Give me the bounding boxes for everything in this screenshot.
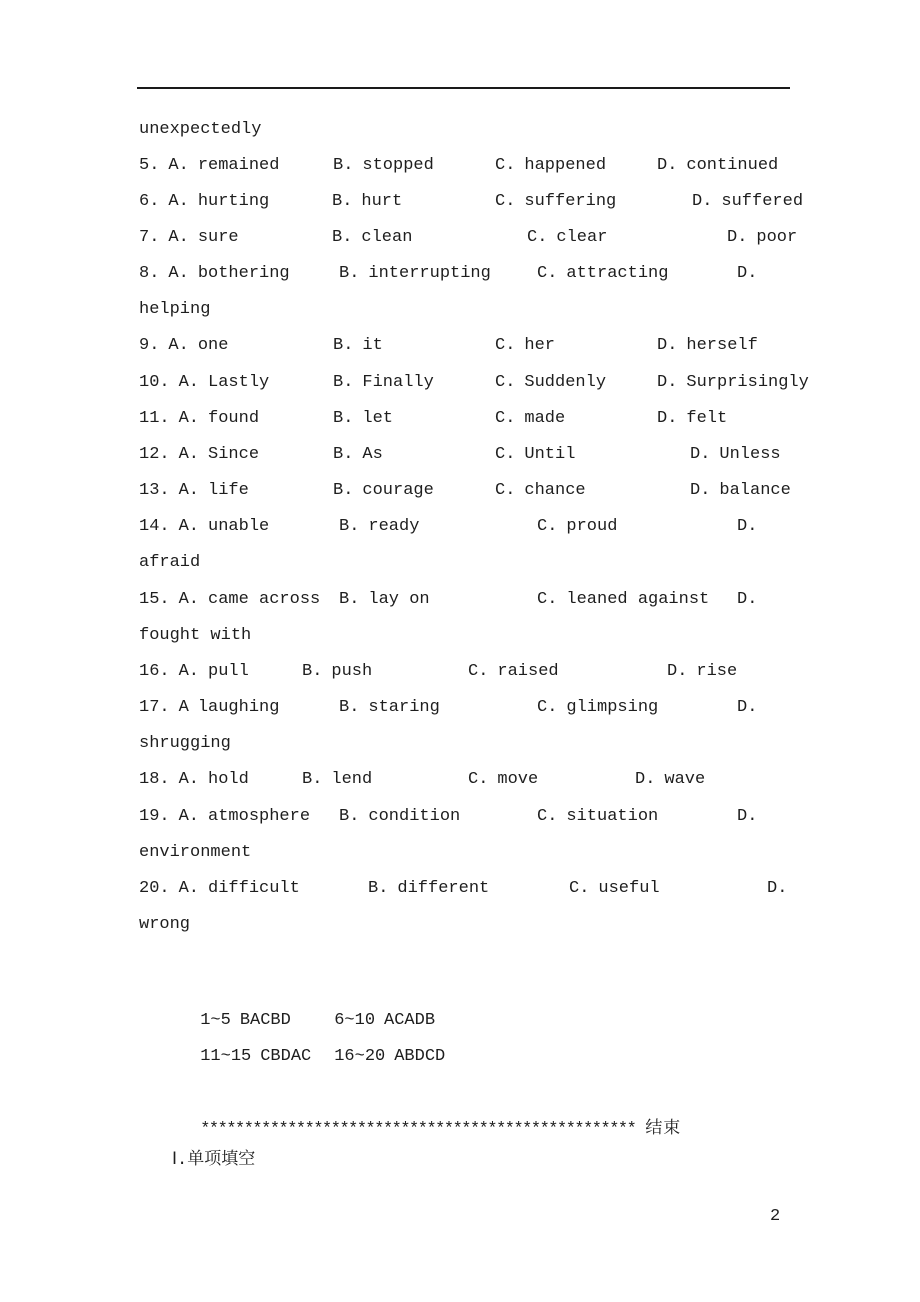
question-number: 5. [139, 156, 160, 175]
option-label: B. [333, 156, 354, 175]
question-cell-d [737, 588, 766, 612]
option-label: B. [332, 192, 353, 211]
question-cell-d [727, 226, 797, 250]
option-text: poor [756, 228, 798, 247]
option-text: proud [566, 517, 618, 536]
question-number: 8. [139, 264, 160, 283]
continuation-cell [139, 624, 251, 648]
option-text: herself [686, 336, 758, 355]
option-text: hurt [361, 192, 403, 211]
question-cell-a [139, 334, 228, 358]
question-cell-d [635, 768, 705, 792]
question-cell-b [333, 371, 434, 395]
option-text: Unless [719, 445, 781, 464]
option-label: C. [537, 517, 558, 536]
option-text: different [397, 879, 490, 898]
option-text: pull [208, 662, 249, 681]
question-cell-a [139, 371, 269, 395]
option-text: lay on [368, 590, 430, 609]
option-label: D. [657, 336, 678, 355]
option-text: suffered [721, 192, 804, 211]
option-text: her [524, 336, 556, 355]
answer-range: 16~20 [334, 1047, 386, 1066]
question-number: 10. [139, 373, 170, 392]
option-text: interrupting [368, 264, 491, 283]
option-text: wave [664, 770, 706, 789]
question-cell-c [495, 371, 606, 395]
option-label: B. [332, 228, 353, 247]
option-label: C. [468, 662, 489, 681]
continuation-text: shrugging [139, 734, 231, 753]
option-label: C. [495, 481, 516, 500]
question-cell-a [139, 805, 310, 829]
option-label: B. [333, 409, 354, 428]
option-label: A. [178, 481, 200, 500]
question-number: 14. [139, 517, 170, 536]
option-label: A [178, 698, 189, 717]
question-row [0, 588, 920, 612]
option-label: A. [178, 662, 200, 681]
question-cell-d [767, 877, 796, 901]
option-text: situation [566, 807, 659, 826]
option-label: B. [339, 517, 360, 536]
option-label: B. [302, 770, 323, 789]
option-text: move [497, 770, 539, 789]
option-text: useful [598, 879, 660, 898]
text-fragment: unexpectedly [139, 120, 262, 139]
option-label: B. [333, 336, 354, 355]
option-text: attracting [566, 264, 669, 283]
option-label: C. [569, 879, 590, 898]
option-label: D. [635, 770, 656, 789]
question-row [0, 443, 920, 467]
option-label: D. [727, 228, 748, 247]
question-cell-d [737, 805, 766, 829]
option-continuation-row [0, 551, 920, 575]
option-label: A. [178, 770, 200, 789]
question-cell-d [692, 190, 803, 214]
question-cell-d [657, 334, 758, 358]
text-fragment-line [0, 118, 920, 142]
option-text: clean [361, 228, 413, 247]
question-cell-c [537, 588, 709, 612]
question-cell-b [302, 768, 372, 792]
option-continuation-row [0, 298, 920, 322]
question-cell-a [139, 407, 259, 431]
option-continuation-row [0, 913, 920, 937]
question-cell-c [495, 334, 555, 358]
question-cell-b [333, 154, 434, 178]
end-divider-line [0, 1094, 920, 1139]
option-text: glimpsing [566, 698, 659, 717]
page-number-line [0, 1205, 920, 1229]
option-label: D. [657, 409, 678, 428]
question-number: 6. [139, 192, 160, 211]
option-text: it [362, 336, 383, 355]
answer-letters: ABDCD [394, 1047, 446, 1066]
question-cell-d [657, 154, 778, 178]
option-label: D. [690, 481, 711, 500]
continuation-cell [139, 732, 231, 756]
option-label: A. [168, 264, 189, 283]
question-cell-a [139, 768, 249, 792]
section-heading-line [0, 1149, 920, 1173]
option-text: remained [197, 156, 280, 175]
question-row [0, 696, 920, 720]
option-label: C. [468, 770, 489, 789]
option-text: hold [208, 770, 249, 789]
option-label: B. [339, 264, 360, 283]
question-cell-a [139, 696, 279, 720]
option-text: staring [368, 698, 440, 717]
option-label: D. [737, 264, 758, 283]
question-cell-a [139, 877, 300, 901]
question-number: 13. [139, 481, 170, 500]
continuation-cell [139, 841, 251, 865]
continuation-text: fought with [139, 626, 252, 645]
question-number: 12. [139, 445, 170, 464]
continuation-cell [139, 298, 210, 322]
answer-range: 11~15 [200, 1047, 252, 1066]
option-label: D. [690, 445, 711, 464]
option-label: D. [737, 698, 758, 717]
option-text: Until [524, 445, 576, 464]
question-cell-a [139, 479, 249, 503]
option-label: A. [178, 879, 200, 898]
option-label: C. [537, 264, 558, 283]
option-label: B. [302, 662, 323, 681]
question-cell-c [569, 877, 660, 901]
option-label: C. [495, 373, 516, 392]
option-text: hurting [197, 192, 270, 211]
question-number: 11. [139, 409, 170, 428]
question-cell-a [139, 190, 269, 214]
option-text: one [197, 336, 229, 355]
option-label: B. [339, 698, 360, 717]
option-text: chance [524, 481, 586, 500]
question-row [0, 371, 920, 395]
question-cell-a [139, 226, 239, 250]
option-label: D. [657, 156, 678, 175]
question-row [0, 334, 920, 358]
question-cell-d [657, 371, 809, 395]
option-text: Finally [362, 373, 434, 392]
option-text: push [331, 662, 373, 681]
option-text: ready [368, 517, 420, 536]
answer-letters: BACBD [239, 1011, 291, 1030]
page-number: 2 [770, 1207, 781, 1226]
section-heading: Ⅰ.单项填空 [172, 1151, 256, 1170]
option-text: sure [197, 228, 239, 247]
question-number: 17. [139, 698, 170, 717]
question-cell-b [368, 877, 489, 901]
question-cell-c [495, 443, 575, 467]
option-label: A. [178, 517, 200, 536]
option-text: lend [331, 770, 373, 789]
question-row [0, 190, 920, 214]
question-cell-a [139, 262, 290, 286]
question-cell-c [495, 479, 586, 503]
question-cell-d [737, 696, 766, 720]
question-row [0, 877, 920, 901]
option-text: Lastly [208, 373, 270, 392]
option-text: balance [719, 481, 791, 500]
option-text: continued [686, 156, 779, 175]
option-label: A. [178, 409, 200, 428]
continuation-cell [139, 551, 200, 575]
option-text: bothering [197, 264, 290, 283]
question-cell-c [495, 407, 565, 431]
question-cell-c [537, 805, 658, 829]
option-text: atmosphere [208, 807, 311, 826]
question-row [0, 262, 920, 286]
question-cell-b [302, 660, 372, 684]
option-label: A. [168, 228, 189, 247]
option-text: unable [208, 517, 270, 536]
option-label: A. [168, 156, 189, 175]
option-text: happened [524, 156, 607, 175]
option-label: D. [767, 879, 788, 898]
question-row [0, 154, 920, 178]
option-continuation-row [0, 732, 920, 756]
option-label: B. [368, 879, 389, 898]
option-text: condition [368, 807, 461, 826]
question-row [0, 479, 920, 503]
question-number: 20. [139, 879, 170, 898]
option-label: C. [495, 445, 516, 464]
question-cell-a [139, 660, 249, 684]
option-text: life [208, 481, 249, 500]
option-label: C. [527, 228, 548, 247]
option-continuation-row [0, 841, 920, 865]
option-label: B. [339, 807, 360, 826]
option-text: clear [556, 228, 608, 247]
question-cell-d [657, 407, 727, 431]
option-text: found [208, 409, 260, 428]
option-text: courage [362, 481, 434, 500]
option-label: C. [537, 698, 558, 717]
question-cell-b [339, 262, 491, 286]
option-text: came across [208, 590, 321, 609]
end-label: 结束 [645, 1120, 682, 1139]
question-number: 16. [139, 662, 170, 681]
question-cell-b [333, 407, 393, 431]
option-label: D. [737, 517, 758, 536]
option-label: C. [495, 192, 516, 211]
option-label: D. [692, 192, 713, 211]
option-label: C. [495, 156, 516, 175]
continuation-text: environment [139, 843, 252, 862]
option-text: let [362, 409, 394, 428]
answer-letters: ACADB [384, 1011, 436, 1030]
question-cell-a [139, 443, 259, 467]
option-label: D. [667, 662, 688, 681]
option-text: As [362, 445, 383, 464]
option-text: Since [208, 445, 260, 464]
option-label: B. [333, 481, 354, 500]
option-text: made [524, 409, 566, 428]
question-cell-a [139, 588, 320, 612]
option-label: D. [737, 807, 758, 826]
answer-range: 6~10 [334, 1011, 376, 1030]
option-text: difficult [208, 879, 300, 898]
option-text: Suddenly [524, 373, 607, 392]
option-label: C. [495, 336, 516, 355]
question-cell-d [667, 660, 737, 684]
question-number: 18. [139, 770, 170, 789]
question-cell-b [339, 805, 460, 829]
question-row [0, 407, 920, 431]
question-cell-a [139, 154, 279, 178]
question-cell-c [468, 660, 559, 684]
question-number: 7. [139, 228, 160, 247]
question-cell-b [332, 226, 412, 250]
continuation-text: helping [139, 300, 211, 319]
option-label: A. [178, 445, 200, 464]
option-text: laughing [197, 698, 280, 717]
continuation-text: afraid [139, 553, 201, 572]
question-cell-c [537, 696, 658, 720]
option-text: stopped [362, 156, 434, 175]
option-label: B. [333, 445, 354, 464]
question-cell-d [737, 262, 766, 286]
question-cell-c [495, 190, 616, 214]
question-cell-c [537, 262, 668, 286]
question-cell-c [537, 515, 617, 539]
question-cell-b [339, 515, 419, 539]
continuation-text: wrong [139, 915, 191, 934]
asterisk-divider: ************************************************** [200, 1120, 636, 1139]
question-cell-d [690, 479, 791, 503]
option-label: A. [178, 590, 200, 609]
question-row [0, 515, 920, 539]
option-label: B. [333, 373, 354, 392]
answer-key-line [0, 985, 920, 1030]
question-number: 9. [139, 336, 160, 355]
answer-range: 1~5 [200, 1011, 231, 1030]
option-text: leaned against [566, 590, 710, 609]
option-text: raised [497, 662, 559, 681]
option-label: D. [657, 373, 678, 392]
question-cell-b [339, 696, 440, 720]
answer-key-group [273, 1021, 445, 1093]
question-cell-c [527, 226, 607, 250]
question-cell-b [332, 190, 402, 214]
option-label: A. [178, 807, 200, 826]
question-cell-b [333, 443, 383, 467]
answer-key-line [0, 1021, 920, 1066]
question-number: 15. [139, 590, 170, 609]
option-label: C. [495, 409, 516, 428]
option-label: A. [178, 373, 200, 392]
question-cell-d [690, 443, 781, 467]
question-row [0, 226, 920, 250]
question-row [0, 768, 920, 792]
option-label: D. [737, 590, 758, 609]
question-cell-b [333, 334, 383, 358]
option-text: Surprisingly [686, 373, 809, 392]
question-cell-c [495, 154, 606, 178]
option-label: C. [537, 807, 558, 826]
question-cell-b [339, 588, 430, 612]
horizontal-rule [137, 87, 790, 89]
continuation-cell [139, 913, 190, 937]
option-text: felt [686, 409, 728, 428]
option-label: A. [168, 192, 189, 211]
question-number: 19. [139, 807, 170, 826]
option-label: A. [168, 336, 189, 355]
option-text: suffering [524, 192, 617, 211]
question-cell-c [468, 768, 538, 792]
question-row [0, 660, 920, 684]
option-text: rise [696, 662, 738, 681]
question-row [0, 805, 920, 829]
question-cell-b [333, 479, 434, 503]
answer-letters: CBDAC [260, 1047, 312, 1066]
option-label: C. [537, 590, 558, 609]
question-cell-a [139, 515, 269, 539]
option-continuation-row [0, 624, 920, 648]
option-label: B. [339, 590, 360, 609]
question-cell-d [737, 515, 766, 539]
